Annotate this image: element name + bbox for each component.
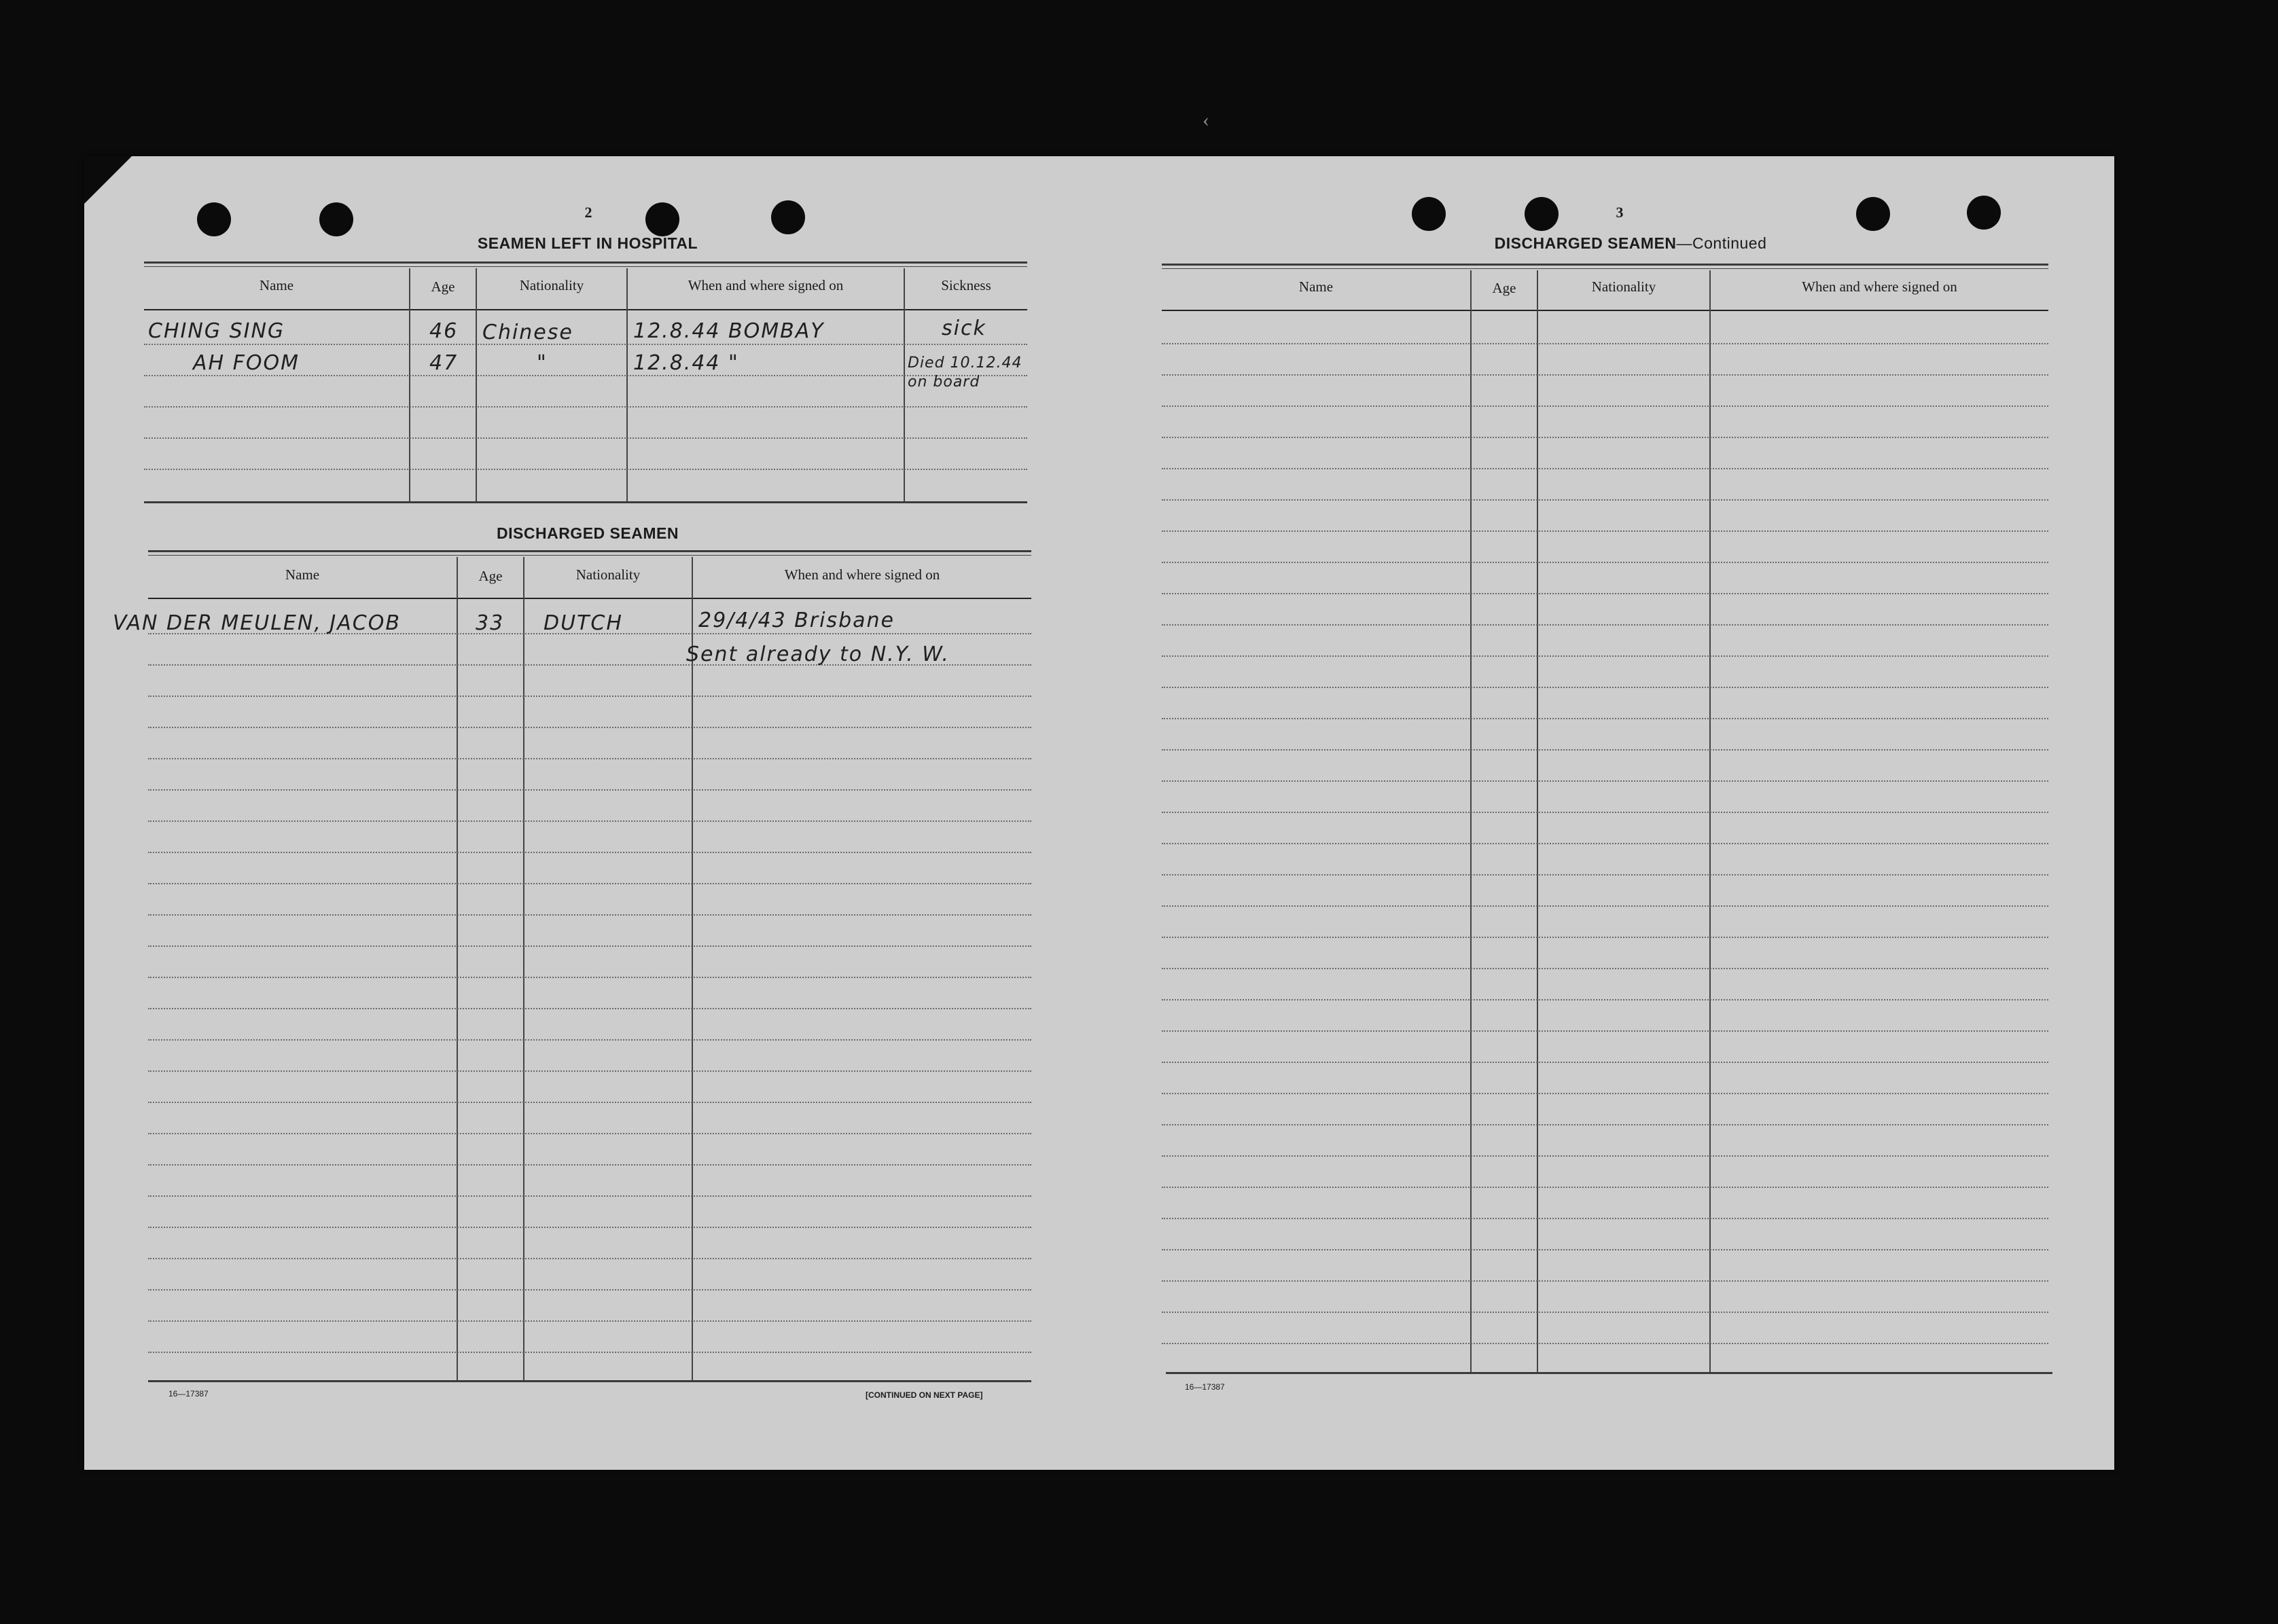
row-line — [148, 820, 1031, 822]
col-header-sickness: Sickness — [941, 277, 991, 293]
row-line — [1162, 1124, 2048, 1125]
col-header-age: Age — [431, 278, 455, 295]
row-line — [1162, 530, 2048, 532]
row-line — [148, 1258, 1031, 1259]
col-header-nationality: Nationality — [519, 277, 584, 293]
section-end-rule — [1166, 1372, 2052, 1374]
row-line — [1162, 1218, 2048, 1219]
row-line — [1162, 655, 2048, 657]
punch-hole — [1412, 197, 1446, 231]
row-line — [1162, 687, 2048, 688]
punch-hole — [319, 202, 353, 236]
row-line — [1162, 374, 2048, 376]
row-line — [148, 977, 1031, 978]
row-line — [1162, 843, 2048, 844]
col-header-name: Name — [1298, 278, 1334, 295]
page-number: 2 — [584, 204, 592, 221]
column-divider — [626, 268, 628, 503]
row-line — [148, 1102, 1031, 1103]
row-line — [148, 727, 1031, 728]
col-header-signed-on: When and where signed on — [784, 566, 940, 583]
row-line — [148, 1227, 1031, 1228]
col-header-name: Name — [285, 566, 320, 583]
row-line — [148, 1352, 1031, 1353]
section-end-rule — [144, 501, 1027, 503]
form-number: 16—17387 — [1185, 1382, 1225, 1392]
row-line — [148, 1320, 1031, 1322]
row-line — [1162, 1062, 2048, 1063]
row-line — [144, 344, 1027, 345]
row-line — [144, 375, 1027, 376]
row-line — [148, 883, 1031, 884]
row-line — [1162, 874, 2048, 876]
seaman-age: 47 — [429, 351, 459, 375]
column-divider — [904, 268, 905, 503]
row-line — [148, 1289, 1031, 1291]
row-line — [148, 696, 1031, 697]
section-rule — [148, 555, 1031, 556]
row-line — [148, 1195, 1031, 1197]
header-rule — [148, 598, 1031, 599]
column-divider — [476, 268, 477, 503]
row-line — [1162, 1187, 2048, 1188]
column-divider — [457, 557, 458, 1380]
row-line — [1162, 812, 2048, 813]
seaman-nationality: " — [537, 351, 548, 375]
col-header-age: Age — [1492, 280, 1516, 296]
row-line — [1162, 1155, 2048, 1157]
punch-hole — [1856, 197, 1890, 231]
row-line — [1162, 437, 2048, 438]
seaman-name: CHING SING — [148, 319, 285, 343]
hospital-section-title: SEAMEN LEFT IN HOSPITAL — [477, 234, 698, 252]
col-header-signed-on: When and where signed on — [1802, 278, 1957, 295]
punch-hole — [1967, 196, 2001, 230]
title-main: DISCHARGED SEAMEN — [1494, 234, 1677, 252]
section-end-rule — [148, 1380, 1031, 1382]
page-number: 3 — [1616, 204, 1624, 221]
section-rule — [1162, 268, 2048, 269]
row-line — [1162, 468, 2048, 469]
seaman-age: 33 — [476, 611, 505, 635]
scan-speck: ‹ — [1203, 109, 1209, 131]
document-sheet — [84, 156, 2114, 1470]
column-divider — [409, 268, 410, 503]
row-line — [1162, 1343, 2048, 1344]
discharged-continued-title — [1454, 234, 1807, 253]
row-line — [148, 1008, 1031, 1009]
column-divider — [1537, 270, 1538, 1372]
punch-hole — [645, 202, 679, 236]
row-line — [148, 1070, 1031, 1072]
row-line — [1162, 780, 2048, 782]
seaman-signed-on: 29/4/43 Brisbane — [698, 609, 895, 632]
row-line — [148, 1039, 1031, 1041]
section-rule — [148, 550, 1031, 552]
column-divider — [1709, 270, 1711, 1372]
col-header-nationality: Nationality — [575, 566, 641, 583]
row-line — [1162, 1280, 2048, 1282]
row-line — [1162, 405, 2048, 407]
section-rule — [144, 261, 1027, 264]
row-line — [1162, 343, 2048, 344]
column-divider — [692, 557, 693, 1380]
row-line — [148, 1133, 1031, 1134]
seaman-signed-on-note: Sent already to N.Y. W. — [686, 643, 950, 666]
punch-hole — [771, 200, 805, 234]
row-line — [1162, 1249, 2048, 1250]
col-header-nationality: Nationality — [1591, 278, 1656, 295]
seaman-nationality: DUTCH — [544, 611, 623, 635]
discharged-section-title: DISCHARGED SEAMEN — [497, 524, 679, 542]
row-line — [148, 789, 1031, 791]
title-suffix: —Continued — [1676, 234, 1767, 252]
row-line — [1162, 499, 2048, 501]
section-rule — [1162, 264, 2048, 266]
row-line — [144, 469, 1027, 470]
column-divider — [523, 557, 524, 1380]
seaman-sickness: Died 10.12.44 — [908, 355, 1022, 372]
seaman-name: AH FOOM — [193, 351, 300, 375]
punch-hole — [197, 202, 231, 236]
row-line — [1162, 1030, 2048, 1032]
row-line — [1162, 1312, 2048, 1313]
seaman-nationality: Chinese — [482, 321, 573, 344]
column-divider — [1470, 270, 1472, 1372]
seaman-sickness-note: on board — [908, 374, 980, 391]
row-line — [148, 945, 1031, 947]
row-line — [1162, 624, 2048, 626]
section-rule — [144, 266, 1027, 267]
row-line — [1162, 999, 2048, 1000]
row-line — [148, 1164, 1031, 1166]
row-line — [1162, 1093, 2048, 1094]
col-header-name: Name — [259, 277, 294, 293]
row-line — [1162, 905, 2048, 907]
seaman-sickness: sick — [942, 317, 986, 340]
header-rule — [144, 309, 1027, 310]
seaman-signed-on: 12.8.44 " — [633, 351, 739, 375]
seaman-age: 46 — [429, 319, 459, 343]
col-header-signed-on: When and where signed on — [688, 277, 844, 293]
row-line — [1162, 937, 2048, 938]
form-number: 16—17387 — [168, 1389, 209, 1399]
torn-corner — [84, 156, 132, 204]
seaman-name: VAN DER MEULEN, JACOB — [113, 611, 401, 635]
row-line — [144, 437, 1027, 439]
punch-hole — [1525, 197, 1559, 231]
row-line — [148, 914, 1031, 916]
continued-note: [CONTINUED ON NEXT PAGE] — [866, 1390, 983, 1400]
row-line — [1162, 968, 2048, 969]
row-line — [1162, 749, 2048, 751]
header-rule — [1162, 310, 2048, 311]
row-line — [144, 406, 1027, 408]
row-line — [148, 758, 1031, 759]
row-line — [1162, 593, 2048, 594]
row-line — [1162, 562, 2048, 563]
row-line — [148, 852, 1031, 853]
col-header-age: Age — [478, 568, 503, 584]
row-line — [1162, 718, 2048, 719]
seaman-signed-on: 12.8.44 BOMBAY — [633, 319, 825, 343]
